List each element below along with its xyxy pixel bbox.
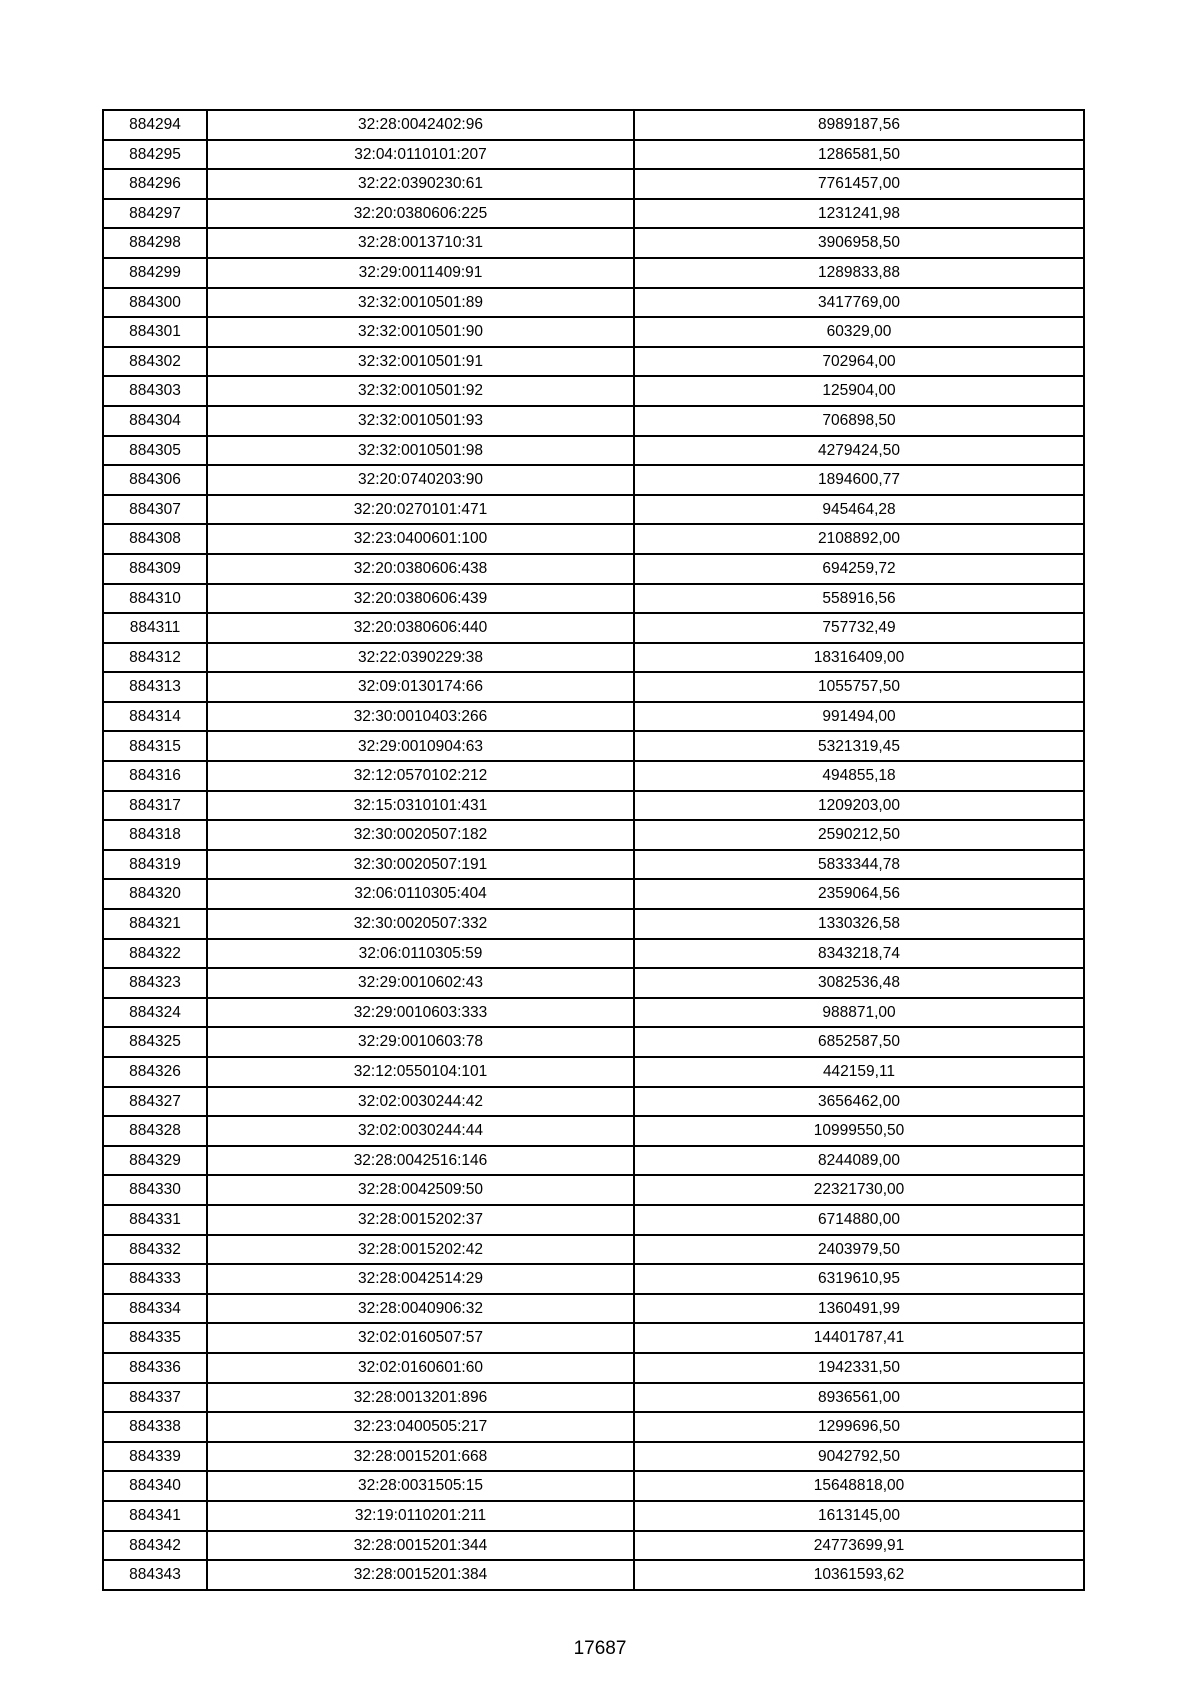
cadastral-number-cell: 32:12:0550104:101: [207, 1057, 634, 1087]
cadastral-number-cell: 32:09:0130174:66: [207, 672, 634, 702]
table-row: [103, 1205, 1084, 1235]
cadastral-number-cell: 32:30:0010403:266: [207, 702, 634, 732]
table-row: [103, 199, 1084, 229]
cadastral-number-cell: 32:20:0380606:438: [207, 554, 634, 584]
table-row: [103, 1294, 1084, 1324]
cadastral-value-cell: 18316409,00: [634, 643, 1084, 673]
table-row: [103, 1235, 1084, 1265]
cadastral-number-cell: 32:02:0030244:42: [207, 1087, 634, 1117]
cadastral-value-cell: 6852587,50: [634, 1027, 1084, 1057]
cadastral-value-cell: 8936561,00: [634, 1383, 1084, 1413]
table-row: [103, 317, 1084, 347]
record-number-cell: 884297: [103, 199, 207, 229]
record-number-cell: 884319: [103, 850, 207, 880]
record-number-cell: 884336: [103, 1353, 207, 1383]
record-number-cell: 884309: [103, 554, 207, 584]
cadastral-value-cell: 10999550,50: [634, 1116, 1084, 1146]
table-row: [103, 791, 1084, 821]
cadastral-number-cell: 32:32:0010501:92: [207, 376, 634, 406]
record-number-cell: 884320: [103, 879, 207, 909]
cadastral-number-cell: 32:28:0042402:96: [207, 110, 634, 140]
cadastral-value-cell: 6714880,00: [634, 1205, 1084, 1235]
cadastral-value-cell: 5321319,45: [634, 731, 1084, 761]
cadastral-number-cell: 32:22:0390229:38: [207, 643, 634, 673]
table-row: [103, 110, 1084, 140]
record-number-cell: 884335: [103, 1323, 207, 1353]
record-number-cell: 884324: [103, 998, 207, 1028]
record-number-cell: 884296: [103, 169, 207, 199]
cadastral-number-cell: 32:28:0042514:29: [207, 1264, 634, 1294]
table-row: [103, 1560, 1084, 1590]
table-row: [103, 820, 1084, 850]
table-row: [103, 584, 1084, 614]
record-number-cell: 884338: [103, 1412, 207, 1442]
record-number-cell: 884341: [103, 1501, 207, 1531]
table-row: [103, 850, 1084, 880]
cadastral-value-cell: 1330326,58: [634, 909, 1084, 939]
record-number-cell: 884322: [103, 939, 207, 969]
cadastral-value-cell: 3417769,00: [634, 288, 1084, 318]
cadastral-value-cell: 945464,28: [634, 495, 1084, 525]
cadastral-value-cell: 757732,49: [634, 613, 1084, 643]
cadastral-value-cell: 15648818,00: [634, 1471, 1084, 1501]
table-row: [103, 1442, 1084, 1472]
record-number-cell: 884333: [103, 1264, 207, 1294]
cadastral-value-cell: 8989187,56: [634, 110, 1084, 140]
record-number-cell: 884317: [103, 791, 207, 821]
record-number-cell: 884343: [103, 1560, 207, 1590]
record-number-cell: 884299: [103, 258, 207, 288]
record-number-cell: 884329: [103, 1146, 207, 1176]
cadastral-value-cell: 9042792,50: [634, 1442, 1084, 1472]
record-number-cell: 884305: [103, 436, 207, 466]
record-number-cell: 884326: [103, 1057, 207, 1087]
table-row: [103, 1087, 1084, 1117]
table-row: [103, 495, 1084, 525]
cadastral-number-cell: 32:23:0400601:100: [207, 524, 634, 554]
table-row: [103, 228, 1084, 258]
table-row: [103, 169, 1084, 199]
cadastral-number-cell: 32:28:0031505:15: [207, 1471, 634, 1501]
cadastral-value-cell: 22321730,00: [634, 1175, 1084, 1205]
cadastral-number-cell: 32:22:0390230:61: [207, 169, 634, 199]
cadastral-value-cell: 494855,18: [634, 761, 1084, 791]
table-row: [103, 1027, 1084, 1057]
record-number-cell: 884330: [103, 1175, 207, 1205]
cadastral-number-cell: 32:20:0270101:471: [207, 495, 634, 525]
record-number-cell: 884315: [103, 731, 207, 761]
record-number-cell: 884294: [103, 110, 207, 140]
record-number-cell: 884325: [103, 1027, 207, 1057]
table-row: [103, 465, 1084, 495]
cadastral-value-cell: 1299696,50: [634, 1412, 1084, 1442]
cadastral-number-cell: 32:20:0380606:440: [207, 613, 634, 643]
table-row: [103, 643, 1084, 673]
record-number-cell: 884308: [103, 524, 207, 554]
cadastral-number-cell: 32:12:0570102:212: [207, 761, 634, 791]
cadastral-value-cell: 1894600,77: [634, 465, 1084, 495]
cadastral-value-cell: 991494,00: [634, 702, 1084, 732]
record-number-cell: 884313: [103, 672, 207, 702]
record-number-cell: 884318: [103, 820, 207, 850]
cadastral-number-cell: 32:28:0013710:31: [207, 228, 634, 258]
cadastral-value-cell: 3906958,50: [634, 228, 1084, 258]
cadastral-number-cell: 32:28:0015201:344: [207, 1531, 634, 1561]
cadastral-value-cell: 2108892,00: [634, 524, 1084, 554]
table-row: [103, 1146, 1084, 1176]
table-row: [103, 1531, 1084, 1561]
cadastral-value-cell: 60329,00: [634, 317, 1084, 347]
table-row: [103, 1175, 1084, 1205]
cadastral-number-cell: 32:28:0015201:384: [207, 1560, 634, 1590]
table-row: [103, 879, 1084, 909]
cadastral-number-cell: 32:02:0030244:44: [207, 1116, 634, 1146]
cadastral-number-cell: 32:28:0042516:146: [207, 1146, 634, 1176]
table-row: [103, 376, 1084, 406]
cadastral-number-cell: 32:29:0010603:333: [207, 998, 634, 1028]
cadastral-value-cell: 125904,00: [634, 376, 1084, 406]
cadastral-number-cell: 32:02:0160507:57: [207, 1323, 634, 1353]
record-number-cell: 884328: [103, 1116, 207, 1146]
cadastral-number-cell: 32:06:0110305:59: [207, 939, 634, 969]
cadastral-number-cell: 32:28:0040906:32: [207, 1294, 634, 1324]
table-row: [103, 761, 1084, 791]
cadastral-number-cell: 32:32:0010501:98: [207, 436, 634, 466]
record-number-cell: 884321: [103, 909, 207, 939]
cadastral-value-cell: 1286581,50: [634, 140, 1084, 170]
cadastral-number-cell: 32:28:0013201:896: [207, 1383, 634, 1413]
table-row: [103, 1323, 1084, 1353]
cadastral-value-cell: 6319610,95: [634, 1264, 1084, 1294]
record-number-cell: 884311: [103, 613, 207, 643]
cadastral-number-cell: 32:28:0042509:50: [207, 1175, 634, 1205]
record-number-cell: 884323: [103, 968, 207, 998]
cadastral-value-cell: 1289833,88: [634, 258, 1084, 288]
cadastral-number-cell: 32:04:0110101:207: [207, 140, 634, 170]
table-row: [103, 939, 1084, 969]
cadastral-value-cell: 988871,00: [634, 998, 1084, 1028]
cadastral-number-cell: 32:20:0380606:225: [207, 199, 634, 229]
table-row: [103, 1057, 1084, 1087]
record-number-cell: 884307: [103, 495, 207, 525]
cadastral-value-cell: 3656462,00: [634, 1087, 1084, 1117]
cadastral-value-cell: 4279424,50: [634, 436, 1084, 466]
cadastral-value-cell: 2403979,50: [634, 1235, 1084, 1265]
table-row: [103, 1353, 1084, 1383]
cadastral-number-cell: 32:20:0380606:439: [207, 584, 634, 614]
record-number-cell: 884302: [103, 347, 207, 377]
cadastral-value-cell: 558916,56: [634, 584, 1084, 614]
record-number-cell: 884314: [103, 702, 207, 732]
cadastral-number-cell: 32:28:0015202:42: [207, 1235, 634, 1265]
cadastral-number-cell: 32:19:0110201:211: [207, 1501, 634, 1531]
cadastral-number-cell: 32:23:0400505:217: [207, 1412, 634, 1442]
record-number-cell: 884327: [103, 1087, 207, 1117]
cadastral-number-cell: 32:30:0020507:332: [207, 909, 634, 939]
table-row: [103, 702, 1084, 732]
cadastral-number-cell: 32:29:0010602:43: [207, 968, 634, 998]
record-number-cell: 884331: [103, 1205, 207, 1235]
cadastral-value-cell: 1209203,00: [634, 791, 1084, 821]
cadastral-value-cell: 5833344,78: [634, 850, 1084, 880]
cadastral-number-cell: 32:28:0015202:37: [207, 1205, 634, 1235]
record-number-cell: 884340: [103, 1471, 207, 1501]
cadastral-number-cell: 32:06:0110305:404: [207, 879, 634, 909]
record-number-cell: 884339: [103, 1442, 207, 1472]
cadastral-number-cell: 32:29:0011409:91: [207, 258, 634, 288]
cadastral-value-cell: 2590212,50: [634, 820, 1084, 850]
registry-table: [102, 109, 1085, 1591]
cadastral-number-cell: 32:15:0310101:431: [207, 791, 634, 821]
cadastral-value-cell: 3082536,48: [634, 968, 1084, 998]
cadastral-value-cell: 702964,00: [634, 347, 1084, 377]
record-number-cell: 884304: [103, 406, 207, 436]
table-row: [103, 968, 1084, 998]
table-row: [103, 140, 1084, 170]
table-row: [103, 672, 1084, 702]
cadastral-number-cell: 32:32:0010501:91: [207, 347, 634, 377]
registry-table-body: [103, 110, 1084, 1590]
cadastral-value-cell: 10361593,62: [634, 1560, 1084, 1590]
cadastral-number-cell: 32:30:0020507:191: [207, 850, 634, 880]
cadastral-value-cell: 24773699,91: [634, 1531, 1084, 1561]
cadastral-value-cell: 706898,50: [634, 406, 1084, 436]
table-row: [103, 1471, 1084, 1501]
record-number-cell: 884301: [103, 317, 207, 347]
table-row: [103, 731, 1084, 761]
cadastral-number-cell: 32:29:0010603:78: [207, 1027, 634, 1057]
cadastral-number-cell: 32:28:0015201:668: [207, 1442, 634, 1472]
record-number-cell: 884337: [103, 1383, 207, 1413]
cadastral-number-cell: 32:20:0740203:90: [207, 465, 634, 495]
record-number-cell: 884342: [103, 1531, 207, 1561]
cadastral-value-cell: 8343218,74: [634, 939, 1084, 969]
cadastral-number-cell: 32:30:0020507:182: [207, 820, 634, 850]
cadastral-value-cell: 1055757,50: [634, 672, 1084, 702]
table-row: [103, 1264, 1084, 1294]
table-row: [103, 554, 1084, 584]
table-row: [103, 909, 1084, 939]
cadastral-value-cell: 2359064,56: [634, 879, 1084, 909]
record-number-cell: 884332: [103, 1235, 207, 1265]
record-number-cell: 884298: [103, 228, 207, 258]
cadastral-number-cell: 32:32:0010501:90: [207, 317, 634, 347]
cadastral-value-cell: 14401787,41: [634, 1323, 1084, 1353]
table-row: [103, 998, 1084, 1028]
table-row: [103, 347, 1084, 377]
record-number-cell: 884295: [103, 140, 207, 170]
record-number-cell: 884306: [103, 465, 207, 495]
table-row: [103, 613, 1084, 643]
record-number-cell: 884312: [103, 643, 207, 673]
page-number: 17687: [573, 1638, 627, 1659]
cadastral-number-cell: 32:02:0160601:60: [207, 1353, 634, 1383]
table-row: [103, 258, 1084, 288]
cadastral-number-cell: 32:29:0010904:63: [207, 731, 634, 761]
record-number-cell: 884316: [103, 761, 207, 791]
cadastral-number-cell: 32:32:0010501:89: [207, 288, 634, 318]
cadastral-value-cell: 1942331,50: [634, 1353, 1084, 1383]
cadastral-value-cell: 1613145,00: [634, 1501, 1084, 1531]
table-row: [103, 436, 1084, 466]
table-row: [103, 288, 1084, 318]
cadastral-value-cell: 1231241,98: [634, 199, 1084, 229]
record-number-cell: 884334: [103, 1294, 207, 1324]
table-row: [103, 1116, 1084, 1146]
table-row: [103, 1501, 1084, 1531]
cadastral-value-cell: 442159,11: [634, 1057, 1084, 1087]
table-row: [103, 1412, 1084, 1442]
record-number-cell: 884310: [103, 584, 207, 614]
table-row: [103, 1383, 1084, 1413]
cadastral-value-cell: 694259,72: [634, 554, 1084, 584]
cadastral-value-cell: 8244089,00: [634, 1146, 1084, 1176]
cadastral-value-cell: 1360491,99: [634, 1294, 1084, 1324]
record-number-cell: 884303: [103, 376, 207, 406]
record-number-cell: 884300: [103, 288, 207, 318]
cadastral-number-cell: 32:32:0010501:93: [207, 406, 634, 436]
table-row: [103, 524, 1084, 554]
table-row: [103, 406, 1084, 436]
cadastral-value-cell: 7761457,00: [634, 169, 1084, 199]
